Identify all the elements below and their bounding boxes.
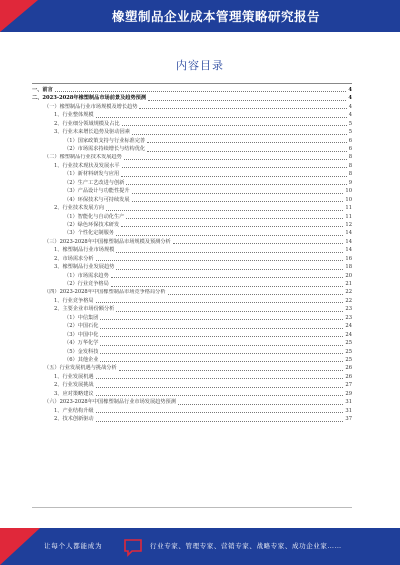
toc-entry[interactable] [32,407,352,415]
toc-entry-page: 5 [348,120,352,127]
toc-entry-page: 6 [348,146,352,153]
toc-entry-page: 26 [345,373,352,380]
toc-entry[interactable] [32,94,352,102]
toc-entry-page: 10 [345,196,352,203]
toc-entry[interactable] [32,154,352,162]
toc-entry-label: 2、行业发展挑战 [54,382,94,389]
toc-entry-page: 23 [345,306,352,313]
toc-leader-dots [100,319,343,320]
toc-entry-page: 24 [345,331,352,338]
toc-entry-page: 10 [345,188,352,195]
toc-entry-page: 4 [348,112,352,119]
toc-leader-dots [121,176,347,177]
toc-heading: 内容目录 [176,59,224,72]
toc-entry-page: 12 [345,221,352,228]
toc-entry[interactable] [32,322,352,330]
toc-leader-dots [139,108,346,109]
toc-entry-label: （4）万华化学 [64,340,99,347]
toc-entry[interactable] [32,331,352,339]
toc-leader-dots [111,286,344,287]
footer-banner [0,528,400,565]
footer-red-corner [0,528,40,565]
toc-entry-page: 31 [345,399,352,406]
toc-entry-label: （6）其他企业 [64,356,99,363]
toc-entry-page: 22 [345,297,352,304]
toc-entry[interactable] [32,179,352,187]
toc-entry-page: 4 [348,86,352,93]
toc-entry-page: 24 [345,323,352,330]
toc-leader-dots [173,243,344,244]
toc-leader-dots [96,412,344,413]
toc-entry[interactable] [32,170,352,178]
toc-entry-page: 5 [348,129,352,136]
toc-leader-dots [100,336,343,337]
toc-entry-label: 一、前言 [32,86,53,93]
report-header-banner [0,0,400,32]
toc-entry[interactable] [32,373,352,381]
toc-leader-dots [148,100,346,101]
toc-leader-dots [168,294,344,295]
toc-entry-page: 25 [345,356,352,363]
toc-entry-label: （3）个性化定制服务 [64,230,114,237]
toc-entry-page: 22 [345,289,352,296]
toc-entry[interactable] [32,196,352,204]
toc-entry-label: （二）橡塑制品行业技术发展趋势 [44,154,122,161]
toc-leader-dots [119,370,344,371]
toc-entry[interactable] [32,137,352,145]
toc-entry-label: （四）2023-2028年中国橡塑制品市场竞争格局分析 [44,289,166,296]
toc-entry-label: 3、橡塑制品行业发展趋势 [54,264,115,271]
toc-entry[interactable] [32,289,352,297]
toc-leader-dots [100,345,343,346]
toc-entry[interactable] [32,356,352,364]
toc-entry-label: （3）产品设计与功能性提升 [64,188,130,195]
toc-leader-dots [116,269,343,270]
toc-entry[interactable] [32,246,352,254]
toc-entry-label: （1）国家政策支持与行业标准完善 [64,137,146,144]
toc-top-rule [32,83,352,84]
toc-leader-dots [132,193,344,194]
speech-bubble-icon [122,536,144,558]
toc-entry-page: 9 [348,179,352,186]
toc-entry-label: （1）新材料研发与应用 [64,171,120,178]
toc-leader-dots [147,151,347,152]
toc-entry-page: 8 [348,154,352,161]
toc-entry-page: 4 [348,95,352,102]
toc-leader-dots [121,226,343,227]
toc-entry-page: 16 [345,255,352,262]
toc-entry-page: 8 [348,171,352,178]
toc-entry-label: 2、行业细分领域规模及占比 [54,120,120,127]
toc-leader-dots [116,235,343,236]
toc-leader-dots [132,201,344,202]
toc-entry-label: （3）中国中化 [64,331,99,338]
toc-entry-label: （1）中信集团 [64,314,99,321]
toc-leader-dots [100,328,343,329]
toc-leader-dots [106,210,343,211]
toc-entry-label: （2）中国石化 [64,323,99,330]
toc-entry[interactable] [32,103,352,111]
toc-leader-dots [96,378,344,379]
toc-entry[interactable] [32,398,352,406]
toc-entry-page: 25 [345,340,352,347]
toc-leader-dots [122,125,347,126]
toc-entry-page: 11 [345,213,352,220]
toc-entry[interactable] [32,305,352,313]
header-red-corner [0,0,38,32]
toc-entry-label: （2）市场需求持续增长与结构优化 [64,146,146,153]
toc-entry-label: 1、行业技术现状及发展水平 [54,162,120,169]
toc-entry-page: 14 [345,247,352,254]
toc-leader-dots [126,184,346,185]
toc-entry-label: 1、行业整体规模 [54,112,94,119]
toc-entry-label: 1、橡塑制品行业市场规模 [54,247,115,254]
toc-leader-dots [116,252,343,253]
toc-entry[interactable] [32,415,352,423]
toc-entry-label: 1、行业发展机遇 [54,373,94,380]
toc-entry-page: 37 [345,416,352,423]
toc-entry-page: 6 [348,137,352,144]
toc-entry[interactable] [32,280,352,288]
toc-leader-dots [132,134,347,135]
toc-entry[interactable] [32,221,352,229]
toc-entry-label: 2、技术创新驱动 [54,416,94,423]
toc-entry[interactable] [32,204,352,212]
toc-leader-dots [178,404,343,405]
toc-entry-label: （1）市场需求趋势 [64,272,109,279]
toc-entry-label: （三）2023-2028年中国橡塑制品市场规模及预测分析 [44,238,171,245]
toc-entry-label: （1）智能化与自动化生产 [64,213,125,220]
toc-entry-label: （2）绿色环保技术研发 [64,221,120,228]
toc-entry-label: 3、行业未来增长趋势及驱动因素 [54,129,130,136]
toc-leader-dots [96,395,344,396]
footer-slogan-left: 让每个人都能成为 [44,542,103,550]
toc-leader-dots [122,167,347,168]
report-title: 橡塑制品企业成本管理策略研究报告 [111,9,320,24]
toc-entry[interactable] [32,381,352,389]
toc-entry[interactable] [32,390,352,398]
toc-entry-page: 14 [345,238,352,245]
toc-entry-label: （4）环保技术与可持续发展 [64,196,130,203]
toc-entry-label: 2、行业技术发展方向 [54,205,104,212]
toc-entry[interactable] [32,348,352,356]
toc-leader-dots [116,311,343,312]
toc-entry-label: （一）橡塑制品行业市场规模及增长趋势 [44,103,138,110]
toc-entry[interactable] [32,339,352,347]
toc-entry[interactable] [32,272,352,280]
toc-entry-page: 27 [345,382,352,389]
toc-leader-dots [96,302,344,303]
toc-entry[interactable] [32,128,352,136]
toc-leader-dots [124,159,347,160]
toc-entry[interactable] [32,162,352,170]
toc-entry-page: 8 [348,162,352,169]
toc-leader-dots [147,142,347,143]
toc-leader-dots [96,387,344,388]
toc-entry-label: 二、2023-2028年橡塑制品市场前景及趋势预测 [32,95,147,102]
toc-bottom-rule [32,507,352,508]
toc-entry[interactable] [32,238,352,246]
toc-entry[interactable] [32,120,352,128]
toc-leader-dots [55,91,347,92]
toc-entry[interactable] [32,213,352,221]
toc-entry-label: 1、产业结构升级 [54,407,94,414]
toc-entry[interactable] [32,111,352,119]
toc-leader-dots [96,260,344,261]
table-of-contents [32,86,352,424]
footer-slogan-right: 行业专家、管理专家、营销专家、战略专家、成功企业家…… [150,542,342,550]
toc-entry[interactable] [32,145,352,153]
toc-entry-label: 1、行业竞争格局 [54,297,94,304]
toc-entry-label: （2）生产工艺改进与创新 [64,179,125,186]
toc-leader-dots [126,218,343,219]
toc-entry-page: 25 [345,348,352,355]
toc-leader-dots [96,117,347,118]
toc-entry-label: 3、应对策略建议 [54,390,94,397]
toc-entry-label: （2）行业竞争格局 [64,281,109,288]
toc-entry[interactable] [32,364,352,372]
toc-entry-page: 29 [345,390,352,397]
toc-entry-label: 2、市场需求分析 [54,255,94,262]
toc-leader-dots [111,277,344,278]
toc-entry-page: 4 [348,103,352,110]
toc-entry-label: （五）行业发展机遇与挑战分析 [44,365,117,372]
toc-entry[interactable] [32,86,352,94]
toc-entry-page: 18 [345,264,352,271]
toc-entry[interactable] [32,297,352,305]
toc-entry-label: （六）2023-2028年中国橡塑制品行业市场发展趋势预测 [44,399,176,406]
toc-entry-page: 26 [345,365,352,372]
toc-leader-dots [100,361,343,362]
toc-entry[interactable] [32,255,352,263]
toc-entry[interactable] [32,187,352,195]
toc-entry[interactable] [32,263,352,271]
toc-entry[interactable] [32,229,352,237]
toc-entry-page: 31 [345,407,352,414]
toc-entry-page: 20 [345,272,352,279]
toc-entry-page: 14 [345,230,352,237]
toc-entry-label: 2、主要企业市场份额分析 [54,306,115,313]
toc-leader-dots [96,421,344,422]
toc-leader-dots [100,353,343,354]
toc-entry-page: 23 [345,314,352,321]
toc-entry-page: 11 [345,205,352,212]
toc-entry-page: 21 [345,281,352,288]
toc-entry[interactable] [32,314,352,322]
toc-entry-label: （5）金发科技 [64,348,99,355]
